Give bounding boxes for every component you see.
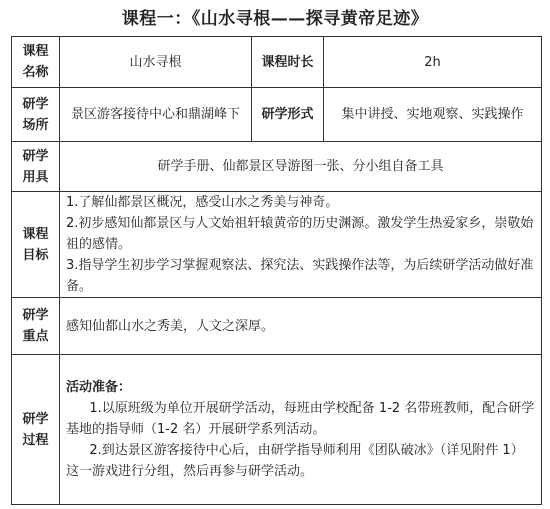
location-value: 景区游客接待中心和鼎湖峰下 xyxy=(60,88,252,142)
goal-item: 1.了解仙都景区概况，感受山水之秀美与神奇。 xyxy=(66,195,339,210)
tools-value: 研学手册、仙都景区导游图一张、分小组自备工具 xyxy=(60,142,542,192)
row-focus xyxy=(12,298,542,355)
row-course-name xyxy=(12,37,542,88)
row-process xyxy=(12,355,542,505)
process-content xyxy=(60,355,542,505)
process-item: 2.到达景区游客接待中心后，由研学指导师利用《团队破冰》（详见附件 1）这一游戏进行分组，然后再参与研学活动。 xyxy=(66,443,524,479)
row-goals xyxy=(12,192,542,298)
form-label: 研学形式 xyxy=(252,88,324,142)
row-tools xyxy=(12,142,542,192)
course-duration-label: 课程时长 xyxy=(252,37,324,88)
location-label: 研学场所 xyxy=(12,88,60,142)
document-title: 课程一：《山水寻根——探寻黄帝足迹》 xyxy=(121,9,429,29)
process-label: 研学过程 xyxy=(12,355,60,505)
course-duration-value: 2h xyxy=(324,37,542,88)
goal-item: 3.指导学生初步学习掌握观察法、探究法、实践操作法等，为后续研学活动做好准备。 xyxy=(66,258,534,294)
form-value: 集中讲授、实地观察、实践操作 xyxy=(324,88,542,142)
focus-label: 研学重点 xyxy=(12,298,60,355)
row-location xyxy=(12,88,542,142)
course-table xyxy=(11,36,542,505)
focus-value: 感知仙都山水之秀美，人文之深厚。 xyxy=(60,298,542,355)
course-name-value: 山水寻根 xyxy=(60,37,252,88)
goals-content xyxy=(60,192,542,298)
tools-label: 研学用具 xyxy=(12,142,60,192)
goal-item: 2.初步感知仙都景区与人文始祖轩辕黄帝的历史渊源。激发学生热爱家乡，崇敬始祖的感情。 xyxy=(66,216,534,252)
goals-label: 课程目标 xyxy=(12,192,60,298)
process-heading: 活动准备： xyxy=(66,380,132,395)
course-name-label: 课程名称 xyxy=(12,37,60,88)
process-item: 1.以原班级为单位开展研学活动，每班由学校配备 1-2 名带班教师，配合研学基地的指导师（1-2 名）开展研学系列活动。 xyxy=(66,401,535,437)
